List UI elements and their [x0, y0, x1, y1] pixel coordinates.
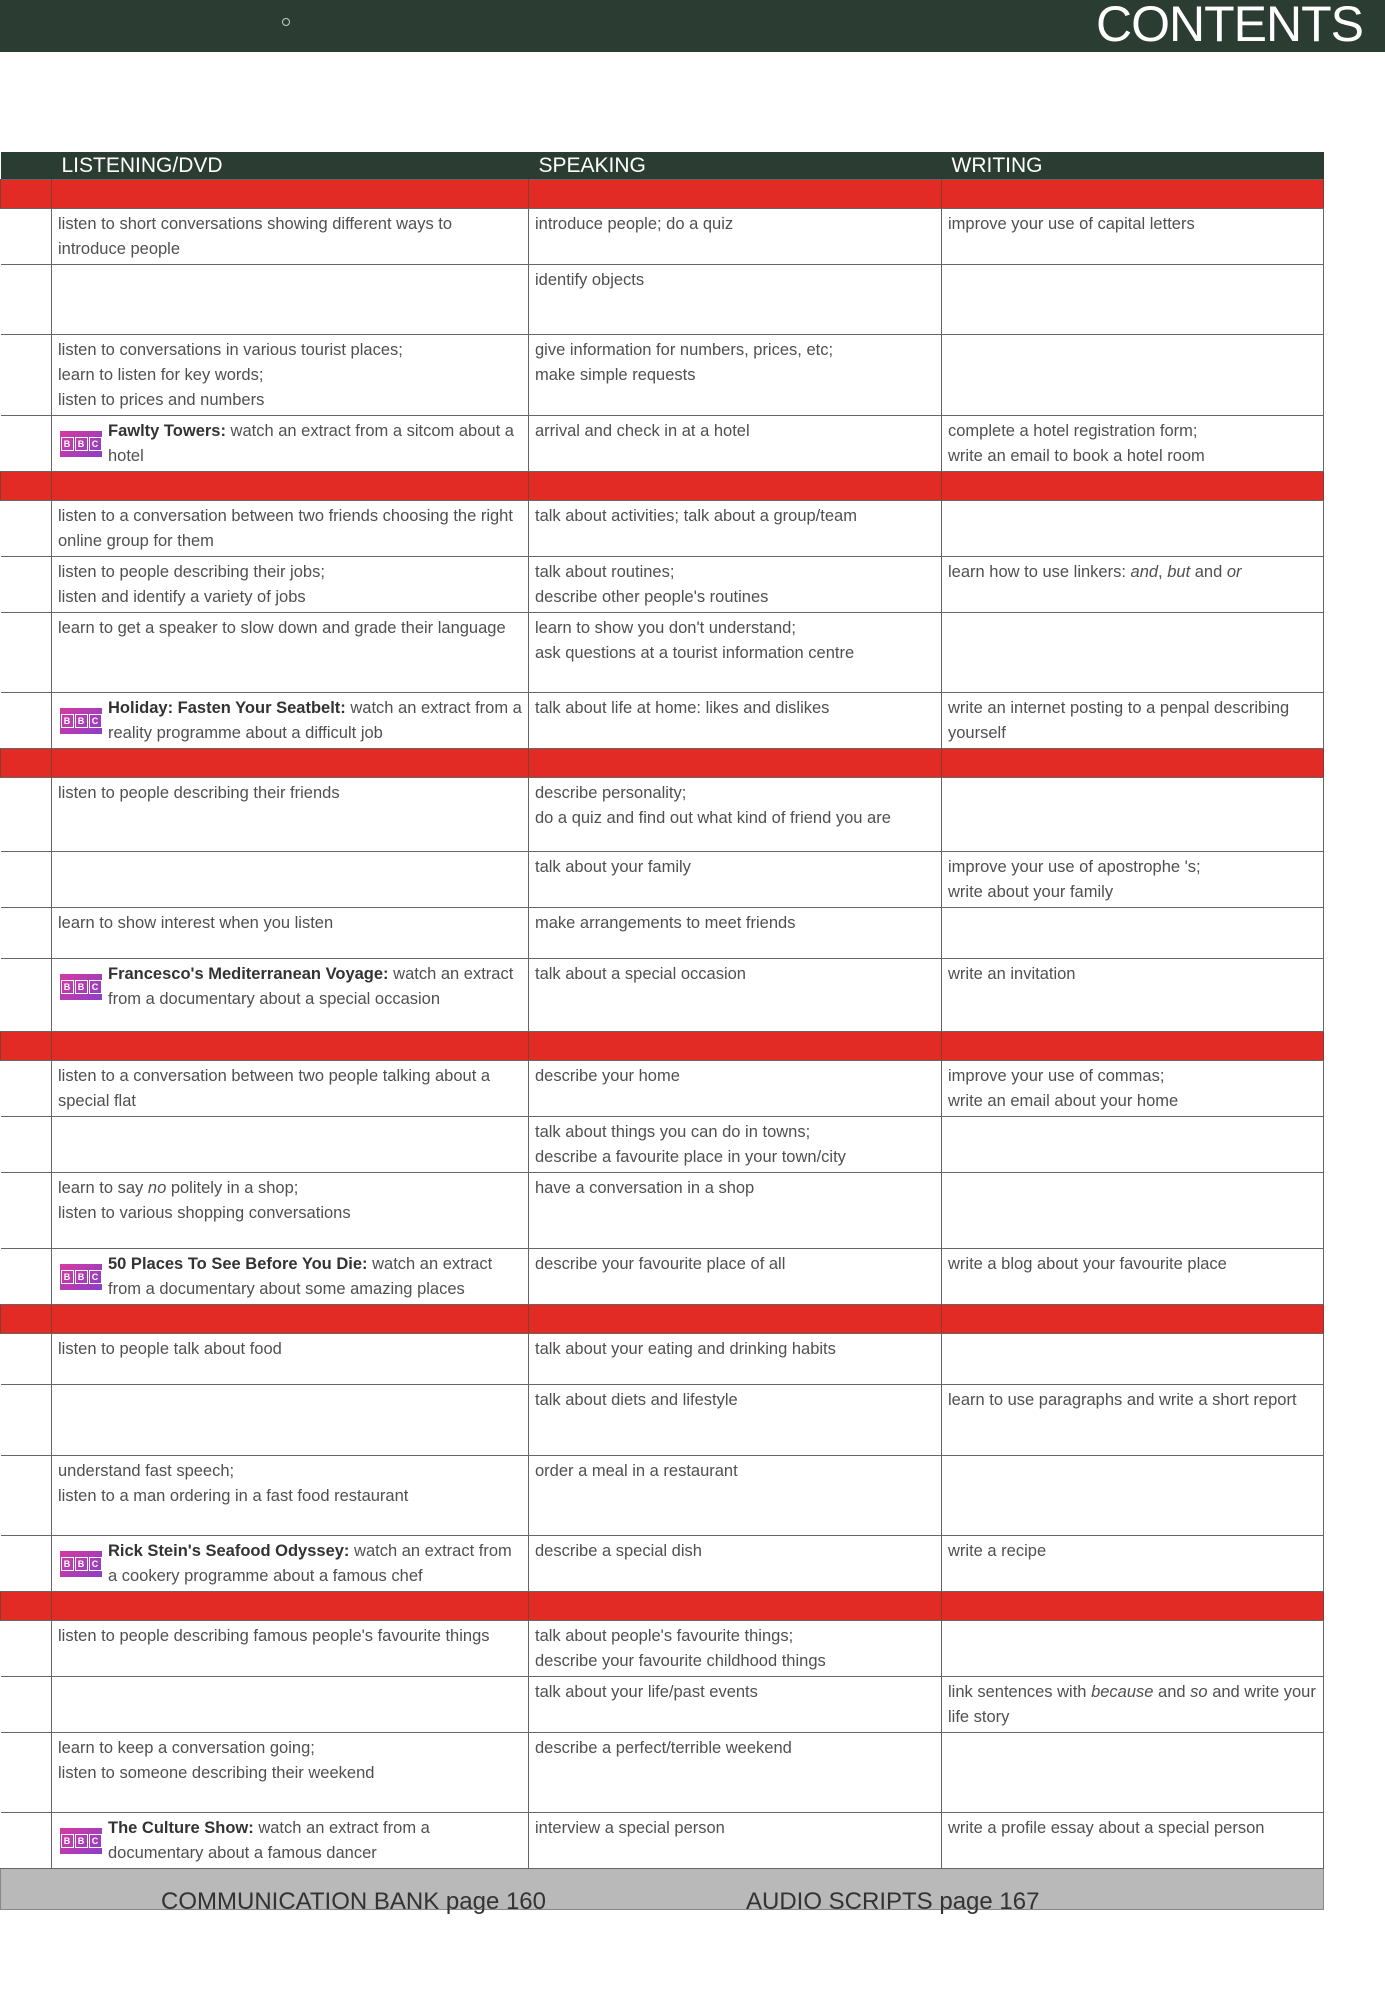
section-divider-cell — [942, 749, 1324, 778]
row-margin-cell — [1, 778, 52, 852]
writing-cell — [942, 908, 1324, 959]
row-margin-cell — [1, 557, 52, 613]
speaking-cell — [529, 1813, 942, 1869]
rows.17.speaking-line: talk about things you can do in towns; — [535, 1123, 811, 1141]
rows.7.listening-line: listen to people describing their jobs; — [58, 563, 325, 581]
rows.27.speaking-line: talk about your life/past events — [535, 1683, 758, 1701]
section-divider-cell — [942, 1032, 1324, 1061]
writing-cell — [942, 613, 1324, 693]
table-row — [1, 959, 1324, 1032]
row-margin-cell — [1, 693, 52, 749]
rows.19.writing-line: write a blog about your favourite place — [948, 1255, 1227, 1273]
bbc-logo-icon: B B C — [60, 1828, 102, 1854]
writing-cell — [942, 1249, 1324, 1305]
listening-cell — [52, 1117, 529, 1173]
speaking-cell — [529, 693, 942, 749]
section-divider — [1, 1032, 1324, 1061]
rows.21.speaking-line: talk about your eating and drinking habits — [535, 1340, 836, 1358]
section-divider-cell — [1, 472, 52, 501]
table-row — [1, 501, 1324, 557]
section-divider-cell — [529, 1305, 942, 1334]
rows.26.listening-line: listen to people describing famous people's favourite things — [58, 1627, 490, 1645]
rows.3.speaking-line: give information for numbers, prices, etc; — [535, 341, 834, 359]
section-divider-cell — [529, 1592, 942, 1621]
table-row — [1, 416, 1324, 472]
speaking-cell — [529, 778, 942, 852]
contents-body — [1, 180, 1324, 1869]
row-margin-cell — [1, 265, 52, 335]
writing-cell — [942, 852, 1324, 908]
table-row — [1, 1061, 1324, 1117]
column-header-writing: WRITING — [942, 152, 1324, 180]
speaking-cell — [529, 416, 942, 472]
listening-cell — [52, 1061, 529, 1117]
row-margin-cell — [1, 852, 52, 908]
section-divider-cell — [529, 1032, 942, 1061]
rows.18.listening-line: listen to various shopping conversations — [58, 1204, 351, 1222]
table-row — [1, 1385, 1324, 1456]
section-divider — [1, 1305, 1324, 1334]
listening-cell — [52, 335, 529, 416]
rows.28.speaking-line: describe a perfect/terrible weekend — [535, 1739, 792, 1757]
rows.11.speaking-line: do a quiz and find out what kind of friend you are — [535, 809, 891, 827]
writing-cell — [942, 501, 1324, 557]
row-margin-cell — [1, 1385, 52, 1456]
table-row — [1, 265, 1324, 335]
row-margin-cell — [1, 209, 52, 265]
rows.28.listening-line: learn to keep a conversation going; — [58, 1739, 315, 1757]
section-divider-cell — [1, 1592, 52, 1621]
row-margin-cell — [1, 416, 52, 472]
table-row — [1, 908, 1324, 959]
rows.24.writing-line: write a recipe — [948, 1542, 1047, 1560]
rows.1.speaking-line: introduce people; do a quiz — [535, 215, 734, 233]
section-divider-cell — [1, 180, 52, 209]
table-row — [1, 1173, 1324, 1249]
rows.9.writing-line: write an internet posting to a penpal describing yourself — [948, 699, 1290, 742]
rows.28.listening-line: listen to someone describing their weekend — [58, 1764, 375, 1782]
rows.1.listening-line: listen to short conversations showing different ways to introduce people — [58, 215, 453, 258]
rows.7.listening-line: listen and identify a variety of jobs — [58, 588, 306, 606]
table-row — [1, 1536, 1324, 1592]
rows.22.speaking-line: talk about diets and lifestyle — [535, 1391, 738, 1409]
listening-cell — [52, 1456, 529, 1536]
rows.19.speaking-line: describe your favourite place of all — [535, 1255, 786, 1273]
programme-title: The Culture Show: — [108, 1819, 254, 1837]
listening-cell — [52, 265, 529, 335]
section-divider-cell — [52, 180, 529, 209]
writing-cell — [942, 557, 1324, 613]
table-row — [1, 778, 1324, 852]
writing-cell — [942, 693, 1324, 749]
programme-description: watch an extract from a documentary about some amazing places — [108, 1255, 493, 1298]
speaking-cell — [529, 1117, 942, 1173]
rows.9.speaking-line: talk about life at home: likes and dislikes — [535, 699, 830, 717]
table-row — [1, 1117, 1324, 1173]
column-header-row — [1, 152, 1324, 180]
rows.12.writing-line: write about your family — [948, 883, 1114, 901]
column-header-listening: LISTENING/DVD — [52, 152, 529, 180]
rows.11.speaking-line: describe personality; — [535, 784, 687, 802]
programme-title: Fawlty Towers: — [108, 422, 226, 440]
speaking-cell — [529, 501, 942, 557]
rows.16.speaking-line: describe your home — [535, 1067, 680, 1085]
rows.8.speaking-line: learn to show you don't understand; — [535, 619, 796, 637]
programme-description: watch an extract from a documentary about a famous dancer — [108, 1819, 430, 1862]
section-divider — [1, 749, 1324, 778]
speaking-cell — [529, 1385, 942, 1456]
rows.18.speaking-line: have a conversation in a shop — [535, 1179, 755, 1197]
bbc-logo-icon: B B C — [60, 431, 102, 457]
listening-cell — [52, 1733, 529, 1813]
speaking-cell — [529, 908, 942, 959]
speaking-cell — [529, 1677, 942, 1733]
table-row — [1, 693, 1324, 749]
rows.29.writing-line: write a profile essay about a special person — [948, 1819, 1265, 1837]
rows.29.speaking-line: interview a special person — [535, 1819, 725, 1837]
rows.13.listening-line: learn to show interest when you listen — [58, 914, 334, 932]
rows.23.listening-line: understand fast speech; — [58, 1462, 235, 1480]
speaking-cell — [529, 613, 942, 693]
rows.7.speaking-line: describe other people's routines — [535, 588, 769, 606]
speaking-cell — [529, 265, 942, 335]
row-margin-cell — [1, 1733, 52, 1813]
row-margin-cell — [1, 1677, 52, 1733]
programme-title: 50 Places To See Before You Die: — [108, 1255, 368, 1273]
programme-description: watch an extract from a cookery programme about a famous chef — [108, 1542, 512, 1585]
table-row — [1, 852, 1324, 908]
section-divider-cell — [1, 1305, 52, 1334]
listening-cell — [52, 613, 529, 693]
rows.26.speaking-line: talk about people's favourite things; — [535, 1627, 794, 1645]
rows.6.speaking-line: talk about activities; talk about a group/team — [535, 507, 857, 525]
writing-cell — [942, 1621, 1324, 1677]
writing-cell — [942, 778, 1324, 852]
speaking-cell — [529, 557, 942, 613]
speaking-cell — [529, 1249, 942, 1305]
table-row — [1, 335, 1324, 416]
listening-cell — [52, 1249, 529, 1305]
rows.14.speaking-line: talk about a special occasion — [535, 965, 746, 983]
listening-cell — [52, 557, 529, 613]
rows.8.speaking-line: ask questions at a tourist information centre — [535, 644, 855, 662]
programme-title: Francesco's Mediterranean Voyage: — [108, 965, 389, 983]
section-divider-cell — [942, 472, 1324, 501]
writing-cell — [942, 416, 1324, 472]
listening-cell — [52, 693, 529, 749]
row-margin-cell — [1, 1456, 52, 1536]
speaking-cell — [529, 209, 942, 265]
listening-cell — [52, 1536, 529, 1592]
writing-cell — [942, 1536, 1324, 1592]
listening-cell — [52, 1813, 529, 1869]
section-divider-cell — [942, 180, 1324, 209]
speaking-cell — [529, 1733, 942, 1813]
rows.16.listening-line: listen to a conversation between two people talking about a special flat — [58, 1067, 491, 1110]
top-banner — [0, 0, 1385, 52]
row-margin-cell — [1, 1117, 52, 1173]
rows.7.speaking-line: talk about routines; — [535, 563, 675, 581]
rows.18.listening-line: learn to say no politely in a shop; — [58, 1179, 299, 1197]
programme-title: Rick Stein's Seafood Odyssey: — [108, 1542, 350, 1560]
section-divider-cell — [529, 749, 942, 778]
listening-cell — [52, 778, 529, 852]
row-margin-cell — [1, 908, 52, 959]
section-divider-cell — [942, 1305, 1324, 1334]
section-divider-cell — [529, 472, 942, 501]
section-divider — [1, 472, 1324, 501]
row-margin-cell — [1, 959, 52, 1032]
listening-cell — [52, 959, 529, 1032]
table-row — [1, 613, 1324, 693]
rows.3.listening-line: listen to prices and numbers — [58, 391, 265, 409]
rows.22.writing-line: learn to use paragraphs and write a short report — [948, 1391, 1297, 1409]
rows.14.writing-line: write an invitation — [948, 965, 1076, 983]
speaking-cell — [529, 1061, 942, 1117]
bbc-logo-icon: B B C — [60, 1551, 102, 1577]
programme-description: watch an extract from a sitcom about a hotel — [108, 422, 514, 465]
communication-bank-link[interactable]: COMMUNICATION BANK page 160 — [161, 1888, 546, 1915]
speaking-cell — [529, 1536, 942, 1592]
rows.12.speaking-line: talk about your family — [535, 858, 691, 876]
rows.4.writing-line: complete a hotel registration form; — [948, 422, 1198, 440]
section-divider-cell — [52, 1592, 529, 1621]
row-margin-cell — [1, 1813, 52, 1869]
rows.4.speaking-line: arrival and check in at a hotel — [535, 422, 750, 440]
listening-cell — [52, 1621, 529, 1677]
writing-cell — [942, 209, 1324, 265]
speaking-cell — [529, 959, 942, 1032]
audio-scripts-link[interactable]: AUDIO SCRIPTS page 167 — [746, 1888, 1040, 1915]
listening-cell — [52, 1173, 529, 1249]
rows.3.listening-line: listen to conversations in various tourist places; — [58, 341, 403, 359]
rows.3.listening-line: learn to listen for key words; — [58, 366, 264, 384]
table-row — [1, 1677, 1324, 1733]
rows.17.speaking-line: describe a favourite place in your town/city — [535, 1148, 846, 1166]
section-divider-cell — [942, 1592, 1324, 1621]
rows.12.writing-line: improve your use of apostrophe 's; — [948, 858, 1201, 876]
row-margin-cell — [1, 1334, 52, 1385]
bbc-logo-icon: B B C — [60, 708, 102, 734]
table-row — [1, 1456, 1324, 1536]
section-divider-cell — [52, 1032, 529, 1061]
rows.7.writing-line: learn how to use linkers: and, but and or — [948, 563, 1242, 581]
listening-cell — [52, 1385, 529, 1456]
rows.23.listening-line: listen to a man ordering in a fast food restaurant — [58, 1487, 409, 1505]
rows.4.writing-line: write an email to book a hotel room — [948, 447, 1205, 465]
programme-description: watch an extract from a documentary about a special occasion — [108, 965, 514, 1008]
writing-cell — [942, 1117, 1324, 1173]
speaking-cell — [529, 1334, 942, 1385]
rows.2.speaking-line: identify objects — [535, 271, 645, 289]
section-divider-cell — [529, 180, 942, 209]
section-divider-cell — [1, 1032, 52, 1061]
rows.8.listening-line: learn to get a speaker to slow down and grade their language — [58, 619, 506, 637]
writing-cell — [942, 1813, 1324, 1869]
contents-table-wrapper — [0, 152, 1323, 1915]
table-row — [1, 1621, 1324, 1677]
writing-cell — [942, 959, 1324, 1032]
listening-cell — [52, 908, 529, 959]
bbc-logo-icon: B B C — [60, 974, 102, 1000]
footer-row — [1, 1869, 1324, 1910]
circle-icon — [282, 18, 290, 26]
listening-cell — [52, 1677, 529, 1733]
writing-cell — [942, 1173, 1324, 1249]
page-title: CONTENTS — [1096, 0, 1363, 52]
rows.13.speaking-line: make arrangements to meet friends — [535, 914, 796, 932]
column-header-speaking: SPEAKING — [529, 152, 942, 180]
listening-cell — [52, 416, 529, 472]
rows.11.listening-line: listen to people describing their friends — [58, 784, 340, 802]
table-row — [1, 557, 1324, 613]
listening-cell — [52, 209, 529, 265]
section-divider-cell — [1, 749, 52, 778]
speaking-cell — [529, 1173, 942, 1249]
speaking-cell — [529, 335, 942, 416]
table-row — [1, 209, 1324, 265]
row-margin-cell — [1, 1249, 52, 1305]
contents-table — [0, 152, 1324, 1915]
rows.3.speaking-line: make simple requests — [535, 366, 696, 384]
row-margin-cell — [1, 335, 52, 416]
table-row — [1, 1249, 1324, 1305]
listening-cell — [52, 501, 529, 557]
row-margin-cell — [1, 1173, 52, 1249]
bbc-logo-icon: B B C — [60, 1264, 102, 1290]
rows.6.listening-line: listen to a conversation between two friends choosing the right online group for them — [58, 507, 513, 550]
speaking-cell — [529, 852, 942, 908]
writing-cell — [942, 335, 1324, 416]
rows.16.writing-line: improve your use of commas; — [948, 1067, 1165, 1085]
listening-cell — [52, 1334, 529, 1385]
programme-description: watch an extract from a reality programme about a difficult job — [108, 699, 522, 742]
writing-cell — [942, 1061, 1324, 1117]
row-margin-cell — [1, 1061, 52, 1117]
speaking-cell — [529, 1621, 942, 1677]
section-divider-cell — [52, 1305, 529, 1334]
row-margin-cell — [1, 1621, 52, 1677]
row-margin-cell — [1, 613, 52, 693]
section-divider-cell — [52, 749, 529, 778]
rows.27.writing-line: link sentences with because and so and write your life story — [948, 1683, 1316, 1726]
rows.23.speaking-line: order a meal in a restaurant — [535, 1462, 738, 1480]
rows.21.listening-line: listen to people talk about food — [58, 1340, 282, 1358]
section-divider-cell — [52, 472, 529, 501]
rows.24.speaking-line: describe a special dish — [535, 1542, 702, 1560]
writing-cell — [942, 1334, 1324, 1385]
row-margin-cell — [1, 1536, 52, 1592]
section-divider — [1, 180, 1324, 209]
writing-cell — [942, 1456, 1324, 1536]
listening-cell — [52, 852, 529, 908]
rows.1.writing-line: improve your use of capital letters — [948, 215, 1195, 233]
rows.26.speaking-line: describe your favourite childhood things — [535, 1652, 826, 1670]
writing-cell — [942, 1677, 1324, 1733]
table-row — [1, 1733, 1324, 1813]
table-row — [1, 1813, 1324, 1869]
writing-cell — [942, 265, 1324, 335]
speaking-cell — [529, 1456, 942, 1536]
programme-title: Holiday: Fasten Your Seatbelt: — [108, 699, 346, 717]
writing-cell — [942, 1733, 1324, 1813]
rows.16.writing-line: write an email about your home — [948, 1092, 1179, 1110]
section-divider — [1, 1592, 1324, 1621]
table-row — [1, 1334, 1324, 1385]
writing-cell — [942, 1385, 1324, 1456]
row-margin-cell — [1, 501, 52, 557]
